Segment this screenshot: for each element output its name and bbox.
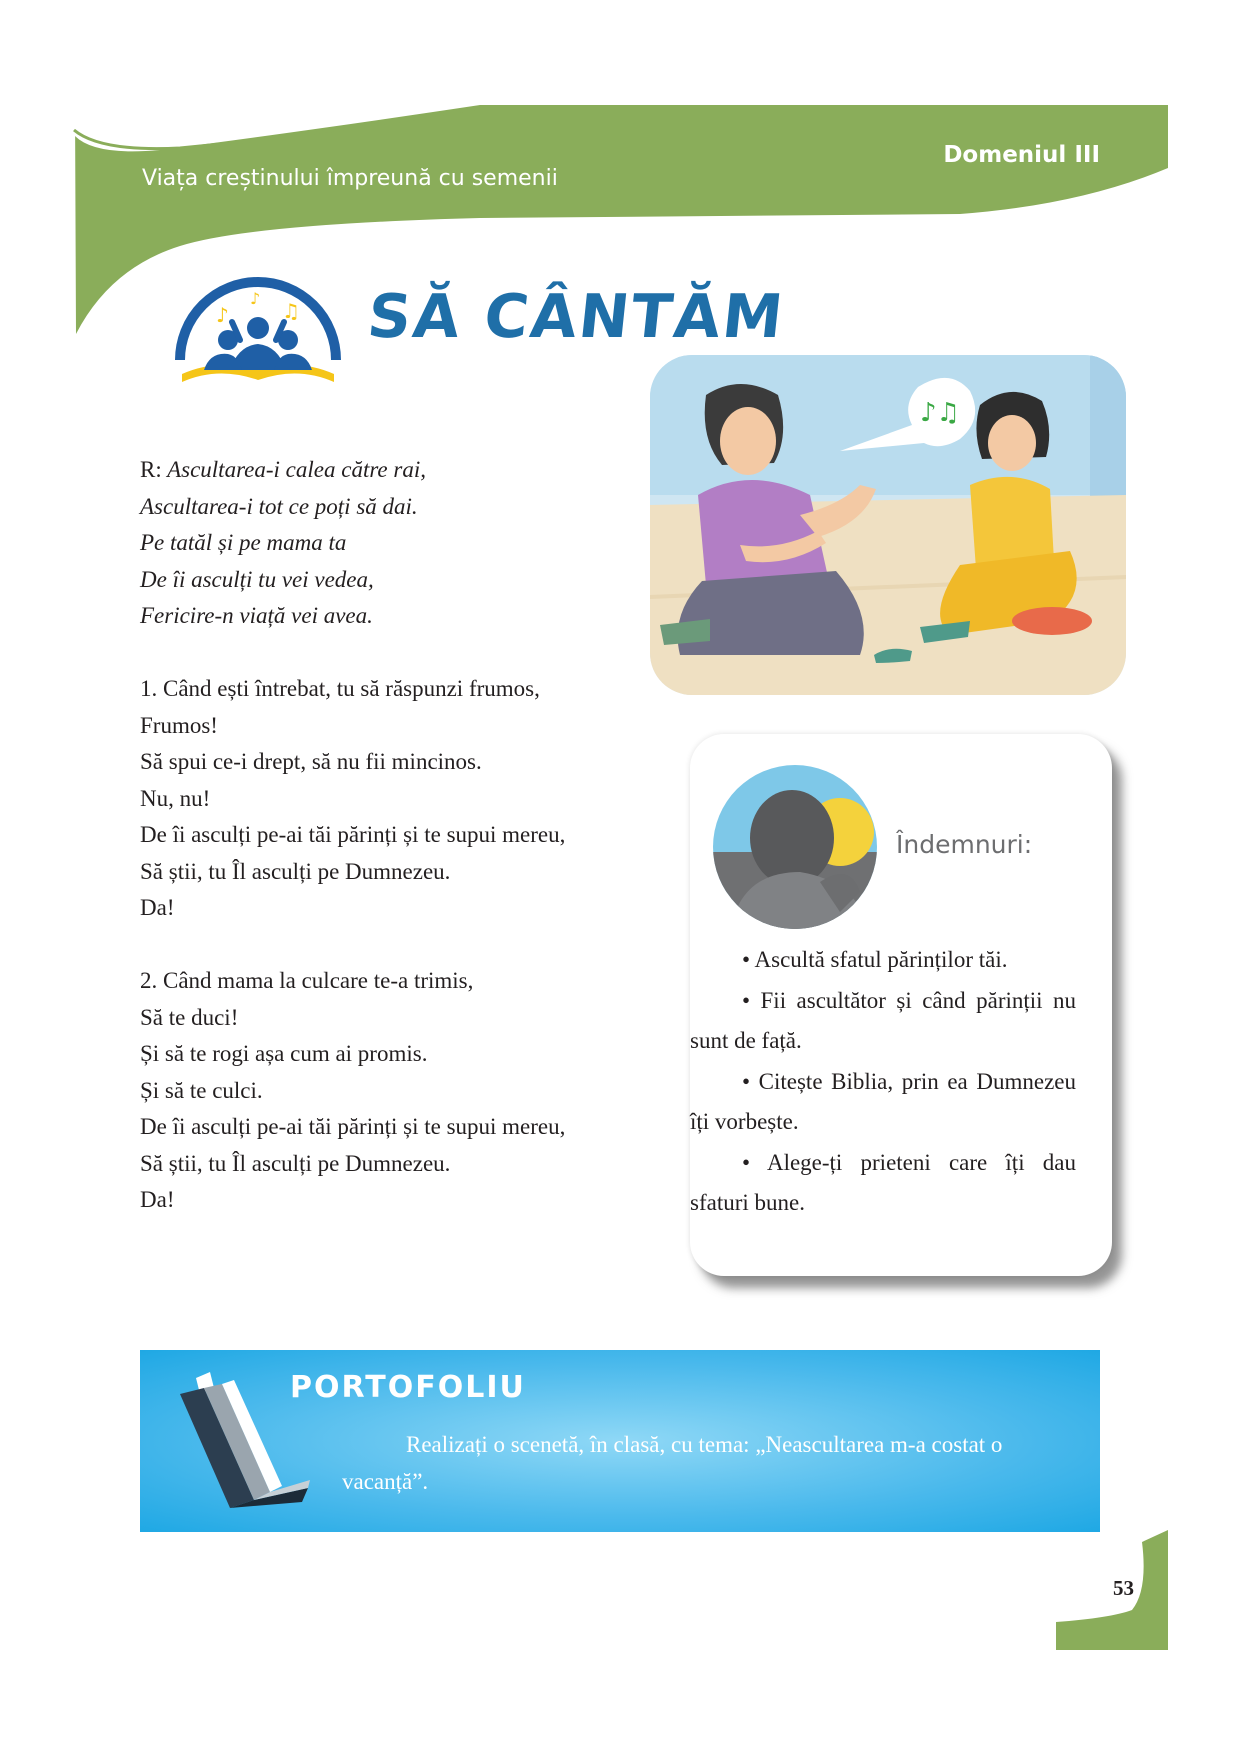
verse-line: De îi asculți pe-ai tăi părinți și te supui mereu, bbox=[140, 1114, 566, 1139]
verse-line: 2. Când mama la culcare te-a trimis, bbox=[140, 968, 474, 993]
svg-text:♫: ♫ bbox=[282, 299, 300, 323]
thinking-child-icon bbox=[710, 762, 880, 932]
svg-text:♪: ♪ bbox=[216, 303, 229, 327]
advice-heading: Îndemnuri: bbox=[896, 830, 1033, 859]
mother-daughter-illustration bbox=[650, 355, 1126, 695]
refrain-line bbox=[140, 452, 660, 489]
advice-card bbox=[690, 734, 1112, 1276]
verse-line: Să știi, tu Îl asculți pe Dumnezeu. bbox=[140, 858, 451, 884]
refrain-line: De îi asculți tu vei vedea, bbox=[140, 566, 374, 592]
refrain-line: Pe tatăl și pe mama ta bbox=[140, 530, 347, 555]
singing-logo-icon bbox=[168, 270, 348, 390]
verse-line: Să știi, tu Îl asculți pe Dumnezeu. bbox=[140, 1150, 451, 1176]
verse-1 bbox=[140, 671, 660, 927]
verse-line: Să spui ce-i drept, să nu fii mincinos. bbox=[140, 749, 482, 774]
refrain-line: Fericire-n viață vei avea. bbox=[140, 603, 373, 628]
chapter-subtitle: Viața creștinului împreună cu semenii bbox=[142, 166, 558, 191]
portfolio-box bbox=[140, 1350, 1100, 1532]
verse-line: Și să te rogi așa cum ai promis. bbox=[140, 1041, 428, 1066]
portfolio-title: PORTOFOLIU bbox=[290, 1370, 526, 1405]
refrain-label: R: bbox=[140, 457, 162, 482]
advice-item: • Ascultă sfatul părinților tăi. bbox=[742, 947, 1008, 972]
verse-line: Frumos! bbox=[140, 712, 218, 738]
verse-line: 1. Când ești întrebat, tu să răspunzi frumos, bbox=[140, 676, 540, 701]
refrain-line-text: Ascultarea-i calea către rai, bbox=[167, 457, 426, 482]
advice-list bbox=[690, 940, 1076, 1224]
folder-pages-icon bbox=[170, 1368, 310, 1518]
verse-line: Da! bbox=[140, 895, 175, 920]
svg-text:♪: ♪ bbox=[250, 289, 261, 308]
song-lyrics bbox=[140, 452, 660, 1219]
refrain-line: Ascultarea-i tot ce poți să dai. bbox=[140, 493, 418, 519]
page-title: SĂ CÂNTĂM bbox=[364, 282, 788, 352]
advice-item: • Alege-ți prieteni care îți dau sfaturi bune. bbox=[690, 1149, 1076, 1215]
verse-line: De îi asculți pe-ai tăi părinți și te supui mereu, bbox=[140, 822, 566, 847]
verse-line: Da! bbox=[140, 1187, 175, 1212]
advice-item: • Citește Biblia, prin ea Dumnezeu îți vorbește. bbox=[690, 1068, 1076, 1134]
page-number: 53 bbox=[1113, 1576, 1134, 1600]
portfolio-text: Realizați o scenetă, în clasă, cu tema: „Neascultarea m-a costat o vacanță”. bbox=[342, 1432, 1003, 1494]
verse-2 bbox=[140, 963, 660, 1219]
verse-line: Nu, nu! bbox=[140, 785, 211, 811]
verse-line: Să te duci! bbox=[140, 1004, 239, 1030]
advice-item: • Fii ascultător și când părinții nu sunt de față. bbox=[690, 987, 1076, 1053]
domain-label: Domeniul III bbox=[943, 142, 1100, 168]
svg-text:♪♫: ♪♫ bbox=[920, 398, 960, 428]
verse-line: Și să te culci. bbox=[140, 1077, 263, 1103]
refrain bbox=[140, 452, 660, 635]
page-corner-tab bbox=[1050, 1530, 1170, 1650]
